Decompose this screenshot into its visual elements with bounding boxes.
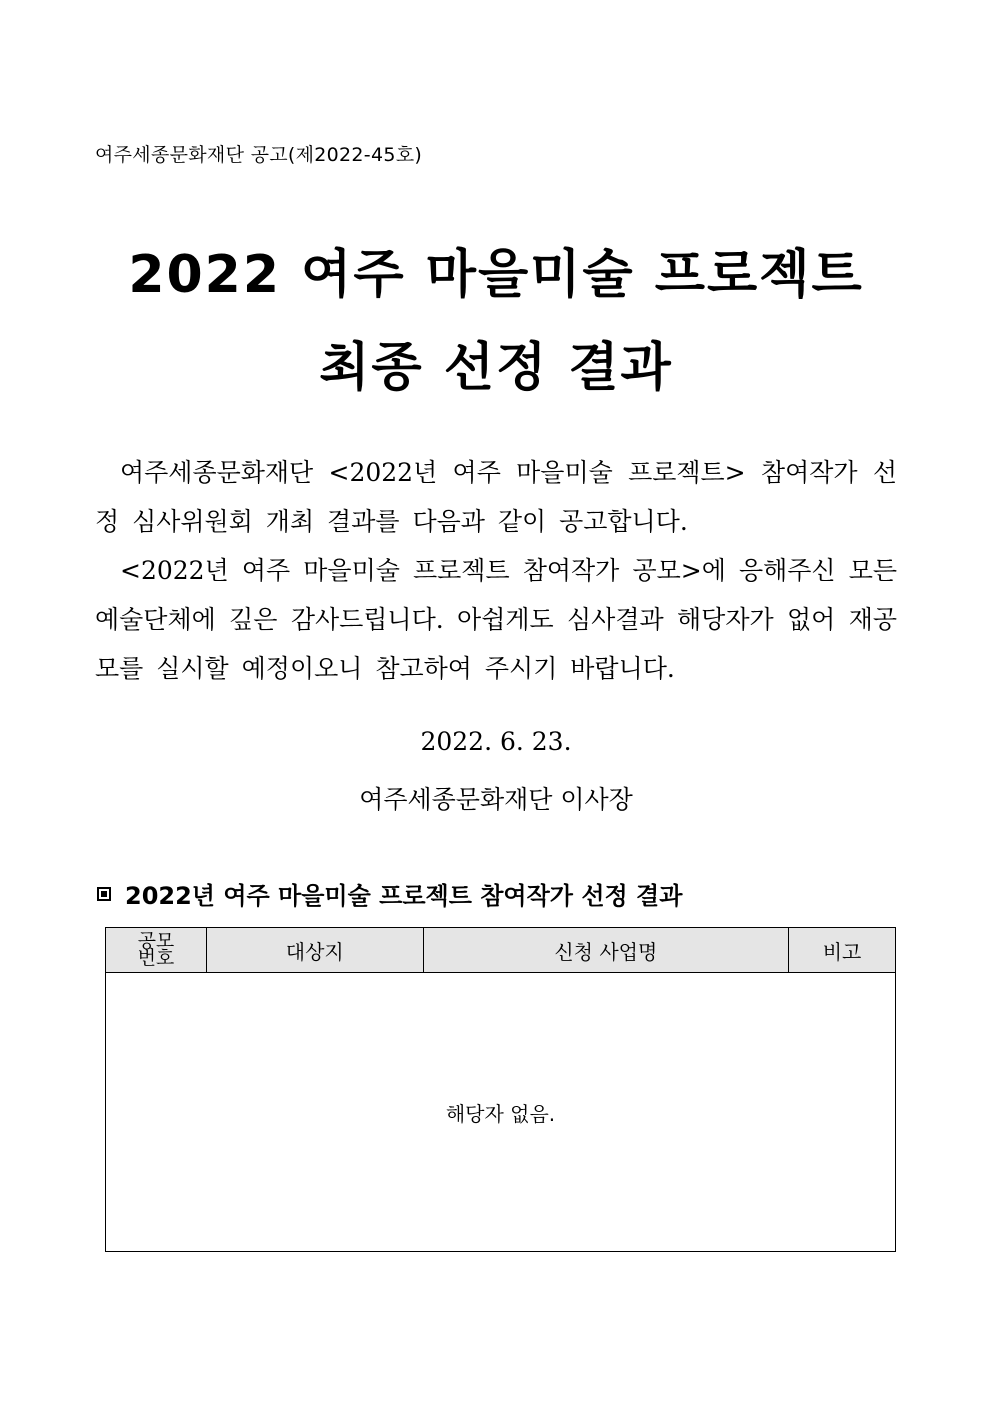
section-heading-text: 2022년 여주 마을미술 프로젝트 참여작가 선정 결과 [125, 882, 683, 910]
document-title-line-2: 최종 선정 결과 [319, 338, 673, 398]
result-table [105, 927, 896, 1252]
issuer-signature: 여주세종문화재단 이사장 [359, 785, 633, 814]
square-bullet-icon [97, 887, 111, 901]
body-paragraph-2: <2022년 여주 마을미술 프로젝트 참여작가 공모>에 응해주신 모든 예술단체에 깊은 감사드립니다. 아쉽게도 심사결과 해당자가 없어 재공모를 실시할 예정이오니 참고하여 주시기 바랍니다. [95, 556, 897, 683]
section-heading [97, 876, 682, 911]
column-header-number [106, 928, 207, 973]
column-header-number-line2: 번호 [137, 947, 175, 969]
body-paragraph-1: 여주세종문화재단 <2022년 여주 마을미술 프로젝트> 참여작가 선정 심사위원회 개최 결과를 다음과 같이 공고합니다. [95, 458, 897, 536]
column-header-site: 대상지 [206, 928, 423, 973]
column-header-project: 신청 사업명 [423, 928, 789, 973]
announcement-body [95, 448, 897, 693]
table-header-row [106, 928, 896, 973]
column-header-note: 비고 [789, 928, 896, 973]
empty-result-message: 해당자 없음. [106, 973, 896, 1252]
document-title-line-1: 2022 여주 마을미술 프로젝트 [128, 245, 864, 305]
announcement-date: 2022. 6. 23. [420, 727, 572, 756]
notice-number: 여주세종문화재단 공고(제2022-45호) [95, 144, 423, 166]
table-row [106, 973, 896, 1252]
column-header-number-line1: 공모 [137, 930, 175, 952]
